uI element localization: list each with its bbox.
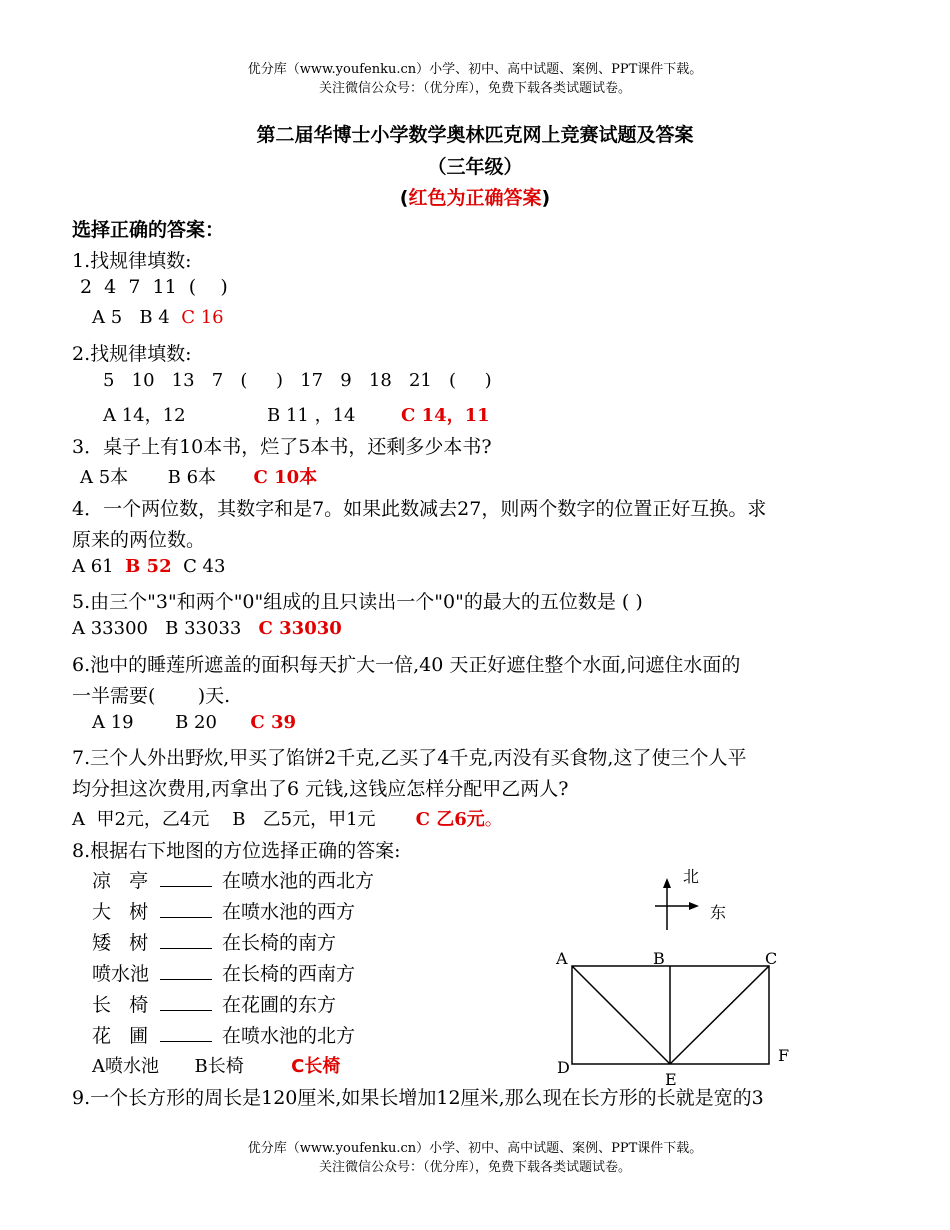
q8-answer-blank[interactable] <box>160 996 212 1011</box>
compass-east-label: 东 <box>710 903 727 922</box>
q8-row-label: 大 树 <box>92 901 149 923</box>
q8-answer-blank[interactable] <box>160 872 212 887</box>
point-c-label: C <box>765 949 778 968</box>
q1-stem: 1.找规律填数: <box>72 250 192 272</box>
q2-option-a: A 14，12 <box>103 405 186 426</box>
q1-options <box>92 307 224 328</box>
answer-note-text: 红色为正确答案 <box>408 187 542 209</box>
q8-answer-blank[interactable] <box>160 934 212 949</box>
point-b-label: B <box>653 949 665 968</box>
q8-row-label: 喷水池 <box>92 963 150 985</box>
footer-line-2: 关注微信公众号：（优分库），免费下载各类试题试卷。 <box>318 1160 631 1175</box>
q3-option-a: A 5本 <box>80 467 129 488</box>
map-line-ce <box>670 966 769 1064</box>
q8-row-text: 在喷水池的北方 <box>222 1025 356 1047</box>
q4-options <box>72 556 225 577</box>
q8-row-label: 凉 亭 <box>92 870 149 892</box>
q8-row <box>92 866 374 893</box>
north-arrow-icon <box>663 878 671 888</box>
q8-row-label: 花 圃 <box>92 1025 149 1047</box>
q3-stem: 3．桌子上有10本书，烂了5本书，还剩多少本书? <box>72 436 492 458</box>
q4-stem-line-2: 原来的两位数。 <box>72 529 206 551</box>
q7-option-c: C 乙6元 <box>415 809 485 830</box>
q1-sequence: 2 4 7 11 ( ) <box>80 276 228 298</box>
q8-options <box>92 1052 340 1078</box>
q8-row <box>92 928 336 955</box>
q2-sequence: 5 10 13 7 ( ) 17 9 18 21 ( ) <box>103 370 492 391</box>
q8-option-c: C长椅 <box>291 1056 341 1077</box>
grade-label: （三年级） <box>427 156 523 178</box>
q7-option-b: B 乙5元，甲1元 <box>232 809 376 830</box>
q5-options <box>72 618 342 639</box>
q8-stem: 8.根据右下地图的方位选择正确的答案: <box>72 840 401 862</box>
q8-option-a: A喷水池 <box>92 1056 159 1077</box>
q2-stem: 2.找规律填数: <box>72 343 192 365</box>
q6-option-c: C 39 <box>250 712 297 733</box>
answer-note-open: ( <box>399 187 409 209</box>
q4-option-b: B 52 <box>125 556 172 577</box>
q7-stem-line-2: 均分担这次费用,丙拿出了6 元钱,这钱应怎样分配甲乙两人? <box>72 778 569 800</box>
answer-note <box>0 183 950 210</box>
point-a-label: A <box>556 949 568 968</box>
q7-option-c-tail: 。 <box>484 809 503 830</box>
q8-row-text: 在长椅的西南方 <box>222 963 356 985</box>
q7-option-a: A 甲2元，乙4元 <box>72 809 210 830</box>
q4-option-a: A 61 <box>72 556 114 577</box>
q6-option-b: B 20 <box>175 712 217 733</box>
answer-note-close: ) <box>541 187 551 209</box>
q9-stem: 9.一个长方形的周长是120厘米,如果长增加12厘米,那么现在长方形的长就是宽的3 <box>72 1087 764 1109</box>
q5-option-b: B 33033 <box>165 618 242 639</box>
q8-answer-blank[interactable] <box>160 1027 212 1042</box>
q8-row-text: 在喷水池的西北方 <box>222 870 375 892</box>
q2-option-b: B 11 ，14 <box>267 405 356 426</box>
header-line-2: 关注微信公众号：（优分库），免费下载各类试题试卷。 <box>318 81 631 96</box>
point-f-label: F <box>778 1046 790 1065</box>
q1-option-b: B 4 <box>139 307 170 328</box>
point-e-label: E <box>665 1070 677 1089</box>
q8-row-label: 矮 树 <box>92 932 149 954</box>
q8-row <box>92 897 355 924</box>
header-line-1: 优分库（www.youfenku.cn）小学、初中、高中试题、案例、PPT课件下载。 <box>247 62 703 77</box>
q8-row-label: 长 椅 <box>92 994 149 1016</box>
q4-option-c: C 43 <box>183 556 226 577</box>
q3-options <box>80 463 317 489</box>
compass-north-label: 北 <box>683 867 700 886</box>
q5-option-c: C 33030 <box>258 618 342 639</box>
page-title: 第二届华博士小学数学奥林匹克网上竞赛试题及答案 <box>256 124 694 146</box>
q8-row <box>92 959 355 986</box>
q2-option-c: C 14，11 <box>400 405 490 426</box>
q1-option-a: A 5 <box>92 307 123 328</box>
east-arrow-icon <box>689 902 699 910</box>
q8-answer-blank[interactable] <box>160 965 212 980</box>
footer-line-1: 优分库（www.youfenku.cn）小学、初中、高中试题、案例、PPT课件下载。 <box>247 1141 703 1156</box>
direction-map-diagram <box>550 860 810 1090</box>
map-line-ae <box>572 966 670 1064</box>
q8-answer-blank[interactable] <box>160 903 212 918</box>
q3-option-b: B 6本 <box>167 467 217 488</box>
q5-stem: 5.由三个"3"和两个"0"组成的且只读出一个"0"的最大的五位数是 ( ) <box>72 591 643 613</box>
q3-option-c: C 10本 <box>253 467 318 488</box>
q8-row-text: 在喷水池的西方 <box>222 901 356 923</box>
q7-options <box>72 805 503 831</box>
q8-row <box>92 990 336 1017</box>
q8-row-text: 在长椅的南方 <box>222 932 337 954</box>
q1-option-c: C 16 <box>181 307 224 328</box>
q6-stem-line-1: 6.池中的睡莲所遮盖的面积每天扩大一倍,40 天正好遮住整个水面,问遮住水面的 <box>72 654 741 676</box>
q2-options <box>103 401 490 427</box>
point-d-label: D <box>557 1058 570 1077</box>
q8-option-b: B长椅 <box>194 1056 244 1077</box>
q5-option-a: A 33300 <box>72 618 148 639</box>
section-heading: 选择正确的答案： <box>72 219 225 241</box>
q6-options <box>92 712 296 733</box>
q6-stem-line-2: 一半需要( )天. <box>72 685 231 707</box>
q8-row <box>92 1021 355 1048</box>
q7-stem-line-1: 7.三个人外出野炊,甲买了馅饼2千克,乙买了4千克,丙没有买食物,这了使三个人平 <box>72 747 747 769</box>
q6-option-a: A 19 <box>92 712 134 733</box>
q4-stem-line-1: 4．一个两位数，其数字和是7。如果此数减去27，则两个数字的位置正好互换。求 <box>72 498 767 520</box>
q8-row-text: 在花圃的东方 <box>222 994 337 1016</box>
